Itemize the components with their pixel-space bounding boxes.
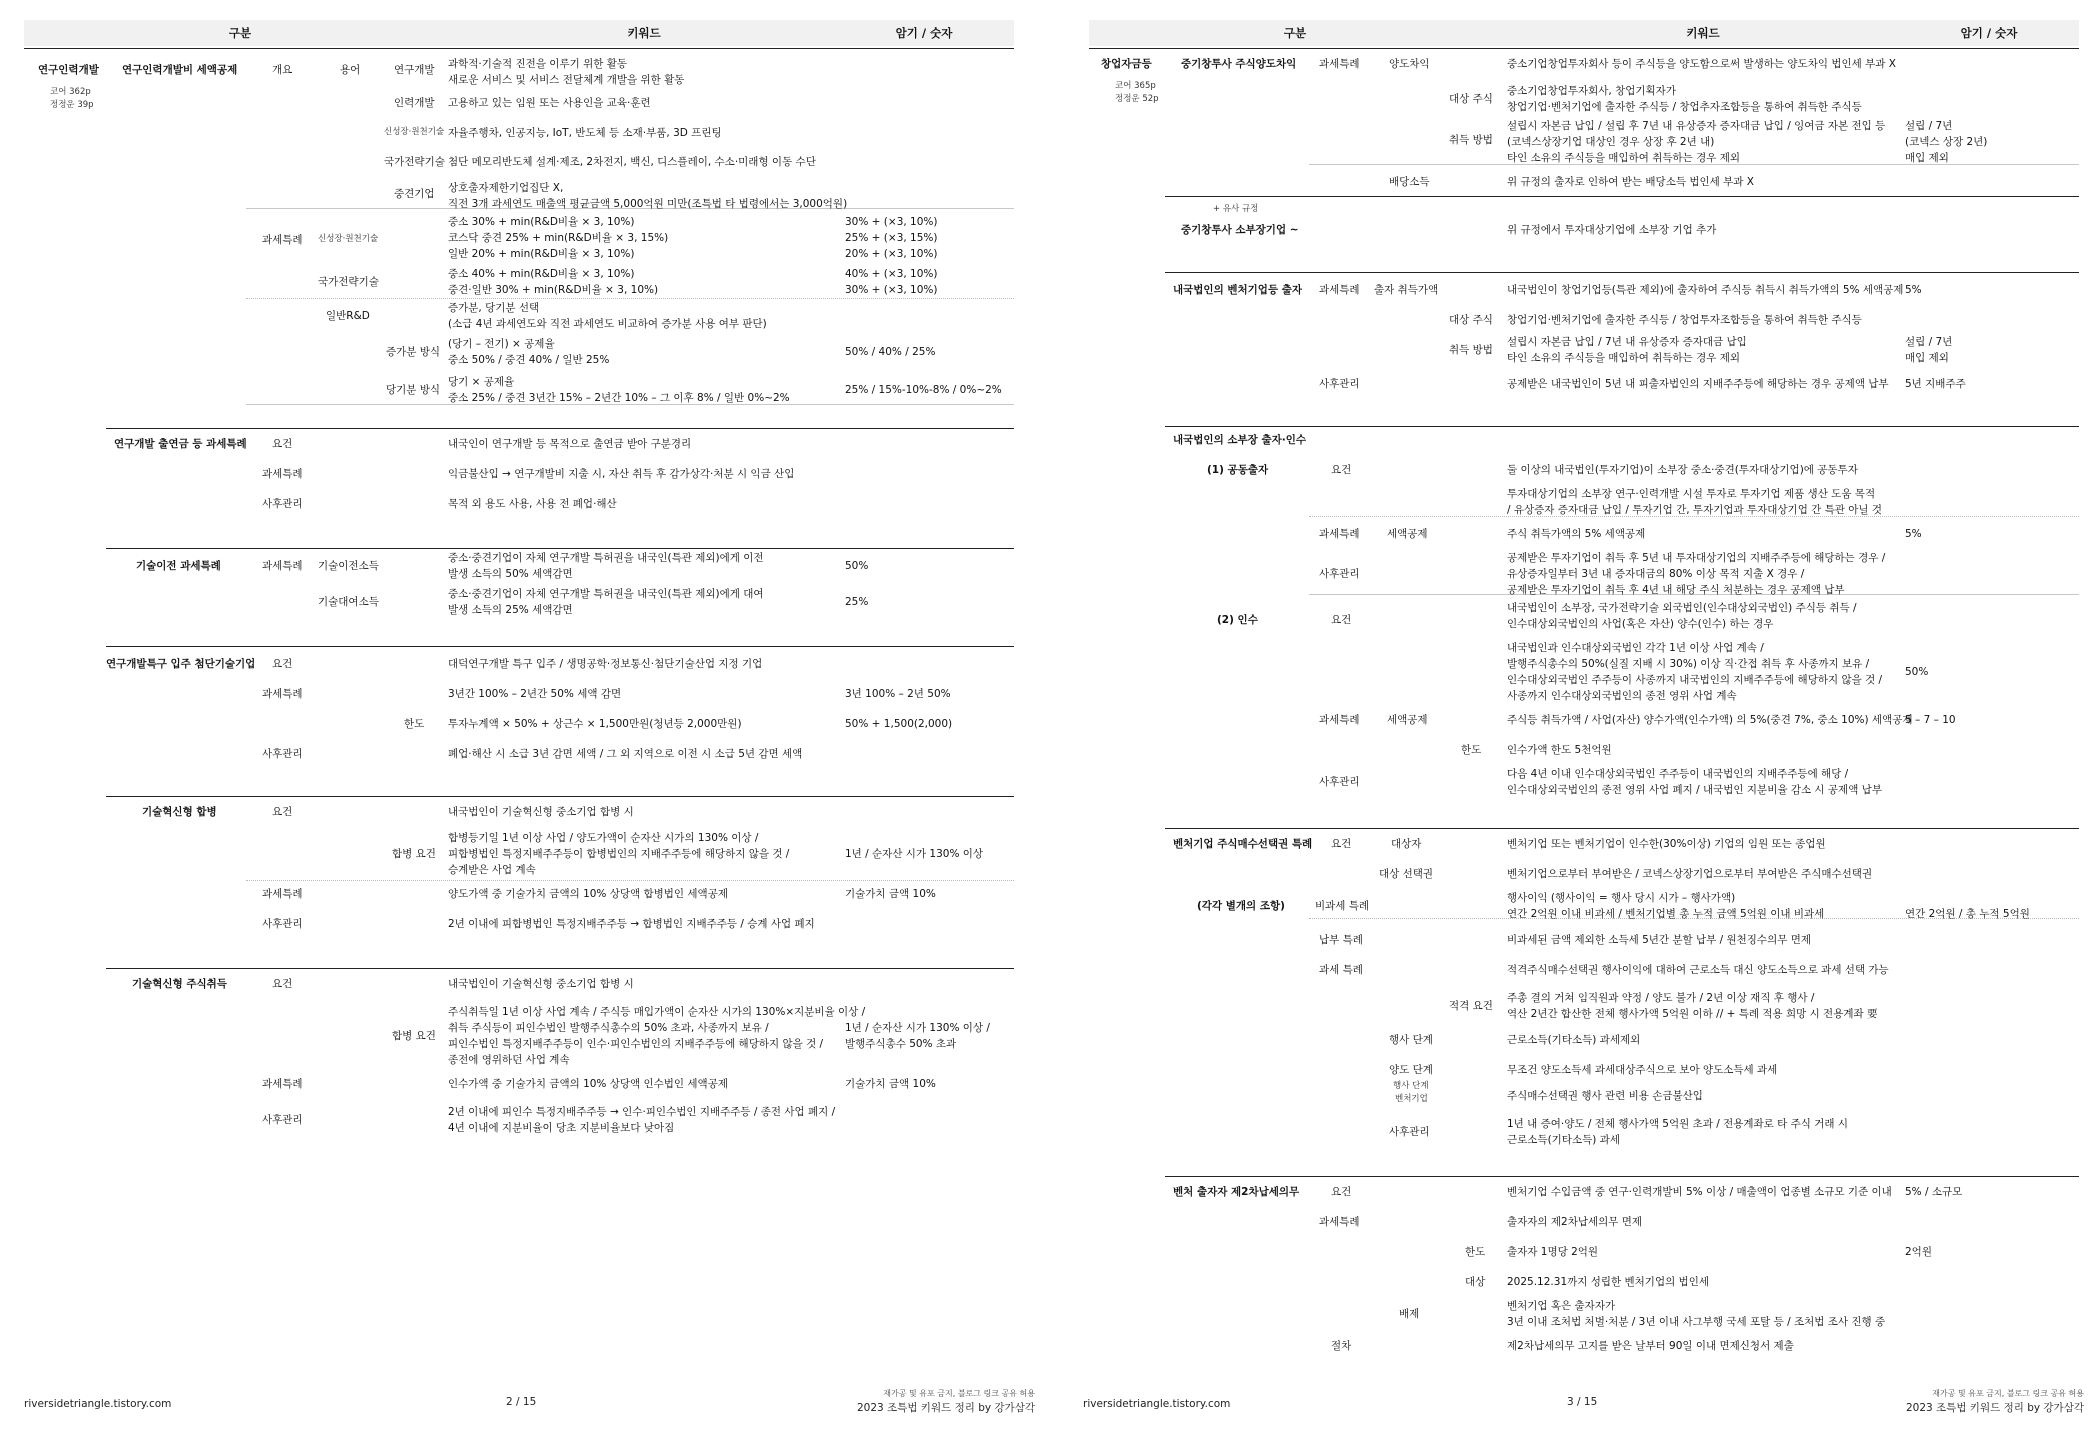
table-cell: 유상증자일부터 3년 내 증자대금의 80% 이상 목적 지출 X 경우 / bbox=[1507, 568, 1805, 580]
table-cell: (당기 – 전기) × 공제율 bbox=[448, 338, 555, 350]
table-cell: 제2차납세의무 고지를 받은 날부터 90일 이내 면제신청서 제출 bbox=[1507, 1340, 1794, 1352]
table-cell: 국가전략기술 bbox=[384, 156, 445, 168]
table-cell: 설립시 자본금 납입 / 설립 후 7년 내 유상증자 증자대금 납입 / 잉여금 자본 전입 등 bbox=[1507, 120, 1886, 132]
table-cell: 중소 50% / 중견 40% / 일반 25% bbox=[448, 354, 610, 366]
table-cell: 2년 이내에 피인수 특정지배주주등 → 인수·피인수법인 지배주주등 / 종전 사업 폐지 / bbox=[448, 1106, 836, 1118]
table-cell: 25% + (×3, 15%) bbox=[845, 232, 938, 244]
table-cell: 3년 100% – 2년 50% bbox=[845, 688, 951, 700]
table-cell: 5% bbox=[1905, 284, 1922, 296]
table-cell: 설립 / 7년 bbox=[1905, 120, 1953, 132]
table-cell: 과세특례 bbox=[1319, 528, 1360, 540]
table-cell: 취득 방법 bbox=[1449, 344, 1493, 356]
table-cell: 벤처 출자자 제2차납세의무 bbox=[1173, 1186, 1300, 1198]
table-cell: 50% + 1,500(2,000) bbox=[845, 718, 953, 730]
table-cell: 벤처기업 bbox=[1395, 1094, 1428, 1104]
table-cell: 주식 취득가액의 5% 세액공제 bbox=[1507, 528, 1646, 540]
table-cell: 무조건 양도소득세 과세대상주식으로 보아 양도소득세 과세 bbox=[1507, 1064, 1778, 1076]
table-cell: 내국법인이 소부장, 국가전략기술 외국법인(인수대상외국법인) 주식등 취득 / bbox=[1507, 602, 1857, 614]
table-cell: 출자자 1명당 2억원 bbox=[1507, 1246, 1599, 1258]
table-cell: 대상 bbox=[1465, 1276, 1486, 1288]
table-cell: 자율주행차, 인공지능, IoT, 반도체 등 소재·부품, 3D 프린팅 bbox=[448, 127, 722, 139]
table-cell: 중기창투사 소부장기업 ~ bbox=[1181, 224, 1299, 236]
footer-title: 2023 조특법 키워드 정리 by 강가삼각 bbox=[856, 1402, 1035, 1414]
table-cell: 고용하고 있는 임원 또는 사용인을 교육·훈련 bbox=[448, 97, 651, 109]
table-cell: 매입 제외 bbox=[1905, 152, 1949, 164]
table-cell: 주식취득일 1년 이상 사업 계속 / 주식등 매입가액이 순자산 시가의 130%×지분비율 이상 / bbox=[448, 1006, 866, 1018]
table-cell: 중소기업창업투자회사 등이 주식등을 양도함으로써 발생하는 양도차익 법인세 부과 X bbox=[1507, 58, 1896, 70]
table-cell: 요건 bbox=[1331, 838, 1352, 850]
table-cell: 취득 방법 bbox=[1449, 134, 1493, 146]
table-cell: 사후관리 bbox=[262, 1114, 303, 1126]
table-cell: 창업기업·벤처기업에 출자한 주식등 / 창업투자조합등을 통하여 취득한 주식등 bbox=[1507, 314, 1862, 326]
header-category: 구분 bbox=[1283, 26, 1307, 40]
table-cell: 코스닥 중견 25% + min(R&D비율 × 3, 15%) bbox=[448, 232, 669, 244]
footer-page-number: 2 / 15 bbox=[506, 1396, 537, 1408]
table-cell: 양도차익 bbox=[1389, 58, 1430, 70]
table-cell: 벤처기업 또는 벤처기업이 인수한(30%이상) 기업의 임원 또는 종업원 bbox=[1507, 838, 1826, 850]
table-cell: 세액공제 bbox=[1387, 528, 1428, 540]
table-cell: 1년 / 순자산 시가 130% 이상 / bbox=[845, 1022, 990, 1034]
table-cell: 인수가액 중 기술가치 금액의 10% 상당액 인수법인 세액공제 bbox=[448, 1078, 728, 1090]
table-cell: 대상 선택권 bbox=[1379, 868, 1434, 880]
table-cell: 증가분, 당기분 선택 bbox=[448, 302, 540, 314]
table-cell: 국가전략기술 bbox=[318, 276, 379, 288]
table-cell: 사종까지 인수대상외국법인의 종전 영위 사업 계속 bbox=[1507, 690, 1737, 702]
table-cell: 창업기업·벤처기업에 출자한 주식등 / 창업추자조합등을 통하여 취득한 주식등 bbox=[1507, 101, 1862, 113]
table-cell: 주총 결의 거쳐 임직원과 약정 / 양도 불가 / 2년 이상 재직 후 행사 / bbox=[1507, 992, 1815, 1004]
table-cell: 인수대상외국법인 주주등이 사종까지 내국법인의 지배주주등에 해당하지 않을 것 / bbox=[1507, 674, 1883, 686]
table-cell: 절차 bbox=[1331, 1340, 1352, 1352]
table-cell: 개요 bbox=[272, 64, 293, 76]
table-cell: 사후관리 bbox=[262, 498, 303, 510]
table-cell: 일반R&D bbox=[326, 310, 370, 322]
table-cell: 신성장·원천기술 bbox=[384, 127, 445, 137]
header-keyword: 키워드 bbox=[1686, 26, 1720, 40]
table-cell: 역산 2년간 합산한 전체 행사가액 5억원 이하 // + 특례 적용 희망 시 전용계좌 要 bbox=[1507, 1008, 1878, 1020]
section-rule bbox=[1165, 196, 2079, 197]
table-cell: 매입 제외 bbox=[1905, 352, 1949, 364]
table-cell: 사후관리 bbox=[262, 918, 303, 930]
ref-jjw: 정정운 39p bbox=[50, 100, 94, 110]
table-cell: 요건 bbox=[272, 438, 293, 450]
section-rule bbox=[106, 548, 1014, 549]
table-cell: 첨단 메모리반도체 설계·제조, 2차전지, 백신, 디스플레이, 수소·미래형 이동 수단 bbox=[448, 156, 816, 168]
table-cell: 벤처기업 주식매수선택권 특례 bbox=[1173, 838, 1313, 850]
table-cell: 2년 이내에 피합병법인 특정지배주주등 → 합병법인 지배주주등 / 승계 사업 폐지 bbox=[448, 918, 815, 930]
header-memo: 암기 / 숫자 bbox=[895, 26, 953, 40]
table-cell: 한도 bbox=[1465, 1246, 1486, 1258]
table-cell: 5 – 7 – 10 bbox=[1905, 714, 1956, 726]
table-cell: 위 규정에서 투자대상기업에 소부장 기업 추가 bbox=[1507, 224, 1717, 236]
table-cell: 과세특례 bbox=[262, 688, 303, 700]
table-cell: 공제받은 투자기업이 취득 후 5년 내 투자대상기업의 지배주주등에 해당하는 경우 / bbox=[1507, 552, 1886, 564]
table-cell: 2억원 bbox=[1905, 1246, 1932, 1258]
table-cell: 타인 소유의 주식등을 매입하여 취득하는 경우 제외 bbox=[1507, 152, 1741, 164]
table-cell: 투자누계액 × 50% + 상근수 × 1,500만원(청년등 2,000만원) bbox=[448, 718, 742, 730]
table-cell: 공제받은 내국법인이 5년 내 피출자법인의 지배주주등에 해당하는 경우 공제액 납부 bbox=[1507, 378, 1889, 390]
table-cell: 인수가액 한도 5천억원 bbox=[1507, 744, 1612, 756]
table-cell: 벤처기업 수입금액 중 연구·인력개발비 5% 이상 / 매출액이 업종별 소규모 기준 이내 bbox=[1507, 1186, 1892, 1198]
table-cell: 기술가치 금액 10% bbox=[845, 888, 936, 900]
table-cell: 근로소득(기타소득) 과세 bbox=[1507, 1134, 1620, 1146]
table-cell: 1년 / 순자산 시가 130% 이상 bbox=[845, 848, 984, 860]
table-cell: 내국법인의 벤처기업등 출자 bbox=[1173, 284, 1303, 296]
table-cell: 중소·중견기업이 자체 연구개발 특허권을 내국인(특관 제외)에게 이전 bbox=[448, 552, 764, 564]
table-cell: 40% + (×3, 10%) bbox=[845, 268, 938, 280]
ref-jjw: 정정운 52p bbox=[1115, 94, 1159, 104]
table-cell: 목적 외 용도 사용, 사용 전 폐업·해산 bbox=[448, 498, 617, 510]
table-cell: 50% bbox=[1905, 666, 1929, 678]
footer-site: riversidetriangle.tistory.com bbox=[24, 1398, 172, 1410]
table-cell: 대덕연구개발 특구 입주 / 생명공학·정보통신·첨단기술산업 지정 기업 bbox=[448, 658, 763, 670]
table-cell: 합병 요건 bbox=[392, 1030, 436, 1042]
table-cell: 다음 4년 이내 인수대상외국법인 주주등이 내국법인의 지배주주등에 해당 / bbox=[1507, 768, 1849, 780]
table-cell: 30% + (×3, 10%) bbox=[845, 216, 938, 228]
table-cell: 요건 bbox=[1331, 614, 1352, 626]
table-cell: 50% / 40% / 25% bbox=[845, 346, 936, 358]
table-cell: (코넥스상장기업 대상인 경우 상장 후 2년 내) bbox=[1507, 136, 1715, 148]
table-cell: 사후관리 bbox=[1319, 776, 1360, 788]
table-cell: 설립시 자본금 납입 / 7년 내 유상증자 증자대금 납입 bbox=[1507, 336, 1747, 348]
table-cell: 폐업·해산 시 소급 3년 감면 세액 / 그 외 지역으로 이전 시 소급 5년 감면 세액 bbox=[448, 748, 803, 760]
table-cell: 5% / 소규모 bbox=[1905, 1186, 1963, 1198]
table-cell: 타인 소유의 주식등을 매입하여 취득하는 경우 제외 bbox=[1507, 352, 1741, 364]
table-cell: 30% + (×3, 10%) bbox=[845, 284, 938, 296]
section-rule bbox=[1165, 272, 2079, 273]
table-cell: 행사 단계 bbox=[1389, 1034, 1433, 1046]
table-cell: 출자 취득가액 bbox=[1374, 284, 1439, 296]
table-cell: 중견기업 bbox=[394, 188, 435, 200]
table-cell: 요건 bbox=[1331, 1186, 1352, 1198]
table-cell: 직전 3개 과세연도 매출액 평균금액 5,000억원 미만(조특법 타 법령에서는 3,000억원) bbox=[448, 198, 848, 210]
row-divider bbox=[246, 880, 1014, 881]
table-cell: 내국법인이 기술혁신형 중소기업 합병 시 bbox=[448, 978, 634, 990]
table-cell: 종전에 영위하던 사업 계속 bbox=[448, 1054, 570, 1066]
footer-notice: 재가공 및 유포 금지, 블로그 링크 공유 허용 bbox=[1932, 1389, 2084, 1398]
table-cell: 과세특례 bbox=[262, 1078, 303, 1090]
table-cell: 과세특례 bbox=[262, 468, 303, 480]
table-cell: (각각 별개의 조항) bbox=[1197, 900, 1285, 912]
table-cell: 내국법인이 기술혁신형 중소기업 합병 시 bbox=[448, 806, 634, 818]
section-rule bbox=[106, 646, 1014, 647]
table-cell: 배당소득 bbox=[1389, 176, 1430, 188]
header-rule bbox=[24, 48, 1014, 49]
table-cell: 배제 bbox=[1399, 1308, 1420, 1320]
footer-page-number: 3 / 15 bbox=[1567, 1396, 1598, 1408]
table-cell: 위 규정의 출자로 인하여 받는 배당소득 법인세 부과 X bbox=[1507, 176, 1754, 188]
table-cell: / 유상증자 증자대금 납입 / 투자기업 간, 투자기업과 투자대상기업 간 특관 아닐 것 bbox=[1507, 504, 1883, 516]
table-cell: 20% + (×3, 10%) bbox=[845, 248, 938, 260]
table-cell: 승계받은 사업 계속 bbox=[448, 864, 536, 876]
table-cell: 3년 이내 조처법 처벌·처분 / 3년 이내 사그부행 국세 포탈 등 / 조처법 조사 진행 중 bbox=[1507, 1316, 1886, 1328]
table-cell: 중소 25% / 중견 3년간 15% – 2년간 10% – 그 이후 8% / 일반 0%~2% bbox=[448, 392, 790, 404]
table-cell: 과세특례 bbox=[262, 888, 303, 900]
table-cell: 벤처기업으로부터 부여받은 / 코넥스상장기업으로부터 부여받은 주식매수선택권 bbox=[1507, 868, 1873, 880]
table-cell: 과세특례 bbox=[262, 560, 303, 572]
table-cell: 요건 bbox=[272, 806, 293, 818]
table-cell: 사후관리 bbox=[1319, 568, 1360, 580]
table-cell: 설립 / 7년 bbox=[1905, 336, 1953, 348]
table-cell: 기술이전 과세특례 bbox=[136, 560, 221, 572]
header-rule bbox=[1089, 48, 2079, 49]
table-cell: 합병 요건 bbox=[392, 848, 436, 860]
table-cell: 연구인력개발비 세액공제 bbox=[122, 64, 238, 76]
table-cell: 피인수법인 특정지배주주등이 인수·피인수법인의 지배주주등에 해당하지 않을 것 / bbox=[448, 1038, 824, 1050]
table-cell: 발생 소득의 50% 세액감면 bbox=[448, 568, 573, 580]
table-cell: (코넥스 상장 2년) bbox=[1905, 136, 1988, 148]
section-title: 연구인력개발 bbox=[38, 64, 99, 76]
table-cell: 요건 bbox=[1331, 464, 1352, 476]
section-rule bbox=[106, 428, 1014, 429]
table-cell: 주식등 취득가액 / 사업(자산) 양수가액(인수가액) 의 5%(중견 7%, 중소 10%) 세액공제 bbox=[1507, 714, 1913, 726]
table-cell: 대상 주식 bbox=[1449, 93, 1493, 105]
table-cell: 중소·중견기업이 자체 연구개발 특허권을 내국인(특관 제외)에게 대여 bbox=[448, 588, 764, 600]
table-cell: 대상 주식 bbox=[1449, 314, 1493, 326]
table-cell: 피합병법인 특정지배주주등이 합병법인의 지배주주등에 해당하지 않을 것 / bbox=[448, 848, 790, 860]
footer-notice: 재가공 및 유포 금지, 블로그 링크 공유 허용 bbox=[883, 1389, 1035, 1398]
table-cell: 새로운 서비스 및 서비스 전달체계 개발을 위한 활동 bbox=[448, 74, 685, 86]
table-cell: 중소 30% + min(R&D비율 × 3, 10%) bbox=[448, 216, 635, 228]
table-cell: 25% bbox=[845, 596, 869, 608]
table-cell: 요건 bbox=[272, 978, 293, 990]
table-cell: 한도 bbox=[1461, 744, 1482, 756]
table-cell: 합병등기일 1년 이상 사업 / 양도가액이 순자산 시가의 130% 이상 / bbox=[448, 832, 759, 844]
table-cell: 내국법인이 창업기업등(특관 제외)에 출자하여 주식등 취득시 취득가액의 5% 세액공제 bbox=[1507, 284, 1904, 296]
section-rule bbox=[1165, 1176, 2079, 1177]
header-category: 구분 bbox=[228, 26, 252, 40]
table-cell: 2025.12.31까지 성립한 벤처기업의 법인세 bbox=[1507, 1276, 1709, 1288]
table-cell: 사후관리 bbox=[1319, 378, 1360, 390]
table-cell: 요건 bbox=[272, 658, 293, 670]
table-cell: 주식매수선택권 행사 관련 비용 손금불산입 bbox=[1507, 1090, 1703, 1102]
ref-core: 코어 365p bbox=[1115, 81, 1156, 91]
table-cell: 50% bbox=[845, 560, 869, 572]
table-cell: 과세특례 bbox=[1319, 714, 1360, 726]
footer-title: 2023 조특법 키워드 정리 by 강가삼각 bbox=[1905, 1402, 2084, 1414]
table-header-bar bbox=[24, 20, 1014, 46]
table-cell: 발행주식총수의 50%(실질 지배 시 30%) 이상 직·간접 취득 후 사종까지 보유 / bbox=[1507, 658, 1870, 670]
section-rule bbox=[106, 796, 1014, 797]
table-cell: 인수대상외국법인의 사업(혹은 자산) 양수(인수) 하는 경우 bbox=[1507, 618, 1774, 630]
table-cell: 당기분 방식 bbox=[386, 384, 441, 396]
section-rule bbox=[106, 968, 1014, 969]
page-3 bbox=[1049, 0, 2098, 1440]
table-cell: 발생 소득의 25% 세액감면 bbox=[448, 604, 573, 616]
table-cell: 증가분 방식 bbox=[386, 346, 441, 358]
table-cell: 근로소득(기타소득) 과세제외 bbox=[1507, 1034, 1641, 1046]
table-header-bar bbox=[1089, 20, 2079, 46]
table-cell: 과세특례 bbox=[1319, 58, 1360, 70]
table-cell: 적격주식매수선택권 행사이익에 대하여 근로소득 대신 양도소득으로 과세 선택 가능 bbox=[1507, 964, 1889, 976]
table-cell: 3년간 100% – 2년간 50% 세액 감면 bbox=[448, 688, 622, 700]
table-cell: 세액공제 bbox=[1387, 714, 1428, 726]
table-cell: 내국인이 연구개발 등 목적으로 출연금 받아 구분경리 bbox=[448, 438, 692, 450]
header-memo: 암기 / 숫자 bbox=[1960, 26, 2018, 40]
table-cell: 연간 2억원 이내 비과세 / 벤처기업별 총 누적 금액 5억원 이내 비과세 bbox=[1507, 908, 1825, 920]
table-cell: 과세특례 bbox=[262, 234, 303, 246]
table-cell: 한도 bbox=[404, 718, 425, 730]
table-cell: 행사이익 (행사이익 = 행사 당시 시가 – 행사가액) bbox=[1507, 892, 1736, 904]
table-cell: 기술대여소득 bbox=[318, 596, 379, 608]
table-cell: 과학적·기술적 진전을 이루기 위한 활동 bbox=[448, 58, 627, 70]
table-cell: 취득 주식등이 피인수법인 발행주식총수의 50% 초과, 사종까지 보유 / bbox=[448, 1022, 769, 1034]
table-cell: 벤처기업 혹은 출자자가 bbox=[1507, 1300, 1616, 1312]
table-cell: 양도가액 중 기술가치 금액의 10% 상당액 합병법인 세액공제 bbox=[448, 888, 728, 900]
table-cell: + 유사 규정 bbox=[1213, 204, 1259, 214]
table-cell: 기술가치 금액 10% bbox=[845, 1078, 936, 1090]
table-cell: 인력개발 bbox=[394, 97, 435, 109]
table-cell: 발행주식총수 50% 초과 bbox=[845, 1038, 957, 1050]
table-cell: 비과세 특례 bbox=[1315, 900, 1370, 912]
table-cell: 중기창투사 주식양도차익 bbox=[1181, 58, 1297, 70]
table-cell: 기술혁신형 주식취득 bbox=[132, 978, 227, 990]
table-cell: 4년 이내에 지분비율이 당초 지분비율보다 낮아짐 bbox=[448, 1122, 675, 1134]
table-cell: 적격 요건 bbox=[1449, 1000, 1493, 1012]
table-cell: 용어 bbox=[340, 64, 361, 76]
table-cell: 연간 2억원 / 총 누적 5억원 bbox=[1905, 908, 2030, 920]
table-cell: (2) 인수 bbox=[1217, 614, 1258, 626]
table-cell: 행사 단계 bbox=[1393, 1081, 1429, 1091]
table-cell: 대상자 bbox=[1391, 838, 1422, 850]
table-cell: 신성장·원천기술 bbox=[318, 234, 379, 244]
table-cell: 양도 단계 bbox=[1389, 1064, 1433, 1076]
table-cell: 당기 × 공제율 bbox=[448, 376, 515, 388]
table-cell: 내국법인의 소부장 출자·인수 bbox=[1173, 434, 1307, 446]
table-cell: 출자자의 제2차납세의무 면제 bbox=[1507, 1216, 1643, 1228]
table-cell: 중소 40% + min(R&D비율 × 3, 10%) bbox=[448, 268, 635, 280]
table-cell: 연구개발 bbox=[394, 64, 435, 76]
table-cell: 25% / 15%-10%-8% / 0%~2% bbox=[845, 384, 1002, 396]
table-cell: 내국법인과 인수대상외국법인 각각 1년 이상 사업 계속 / bbox=[1507, 642, 1764, 654]
table-cell: 중소기업창업투자회사, 창업기획자가 bbox=[1507, 85, 1676, 97]
table-cell: 기술혁신형 합병 bbox=[142, 806, 217, 818]
footer-site: riversidetriangle.tistory.com bbox=[1083, 1398, 1231, 1410]
table-cell: 비과세된 금액 제외한 소득세 5년간 분할 납부 / 원천징수의무 면제 bbox=[1507, 934, 1811, 946]
table-cell: (1) 공동출자 bbox=[1207, 464, 1269, 476]
table-cell: 사후관리 bbox=[1389, 1126, 1430, 1138]
table-cell: 과세특례 bbox=[1319, 284, 1360, 296]
table-cell: 과세특례 bbox=[1319, 1216, 1360, 1228]
table-cell: 연구개발특구 입주 첨단기술기업 bbox=[106, 658, 256, 670]
table-cell: 공제받은 투자기업이 취득 후 4년 내 해당 주식 처분하는 경우 공제액 납부 bbox=[1507, 584, 1845, 596]
section-title: 창업자금등 bbox=[1101, 58, 1152, 70]
ref-core: 코어 362p bbox=[50, 87, 91, 97]
table-cell: 1년 내 증여·양도 / 전체 행사가액 5억원 초과 / 전용계좌로 타 주식 거래 시 bbox=[1507, 1118, 1849, 1130]
table-cell: 사후관리 bbox=[262, 748, 303, 760]
table-cell: 중견·일반 30% + min(R&D비율 × 3, 10%) bbox=[448, 284, 659, 296]
table-cell: 익금불산입 → 연구개발비 지출 시, 자산 취득 후 감가상각·처분 시 익금 산입 bbox=[448, 468, 795, 480]
table-cell: 인수대상외국법인의 종전 영위 사업 폐지 / 내국법인 지분비율 감소 시 공제액 납부 bbox=[1507, 784, 1882, 796]
table-cell: 연구개발 출연금 등 과세특례 bbox=[114, 438, 247, 450]
table-cell: (소급 4년 과세연도와 직전 과세연도 비교하여 증가분 사용 여부 판단) bbox=[448, 318, 767, 330]
table-cell: 일반 20% + min(R&D비율 × 3, 10%) bbox=[448, 248, 635, 260]
table-cell: 5년 지배주주 bbox=[1905, 378, 1966, 390]
table-cell: 5% bbox=[1905, 528, 1922, 540]
section-rule bbox=[1165, 426, 2079, 427]
section-rule bbox=[1165, 828, 2079, 829]
row-divider bbox=[246, 298, 1014, 299]
table-cell: 투자대상기업의 소부장 연구·인력개발 시설 투자로 투자기업 제품 생산 도움 목적 bbox=[1507, 488, 1876, 500]
table-cell: 둘 이상의 내국법인(투자기업)이 소부장 중소·중견(투자대상기업)에 공동투자 bbox=[1507, 464, 1858, 476]
table-cell: 납부 특례 bbox=[1319, 934, 1363, 946]
header-keyword: 키워드 bbox=[627, 26, 661, 40]
table-cell: 기술이전소득 bbox=[318, 560, 379, 572]
table-cell: 과세 특례 bbox=[1319, 964, 1363, 976]
table-cell: 상호출자제한기업집단 X, bbox=[448, 182, 564, 194]
